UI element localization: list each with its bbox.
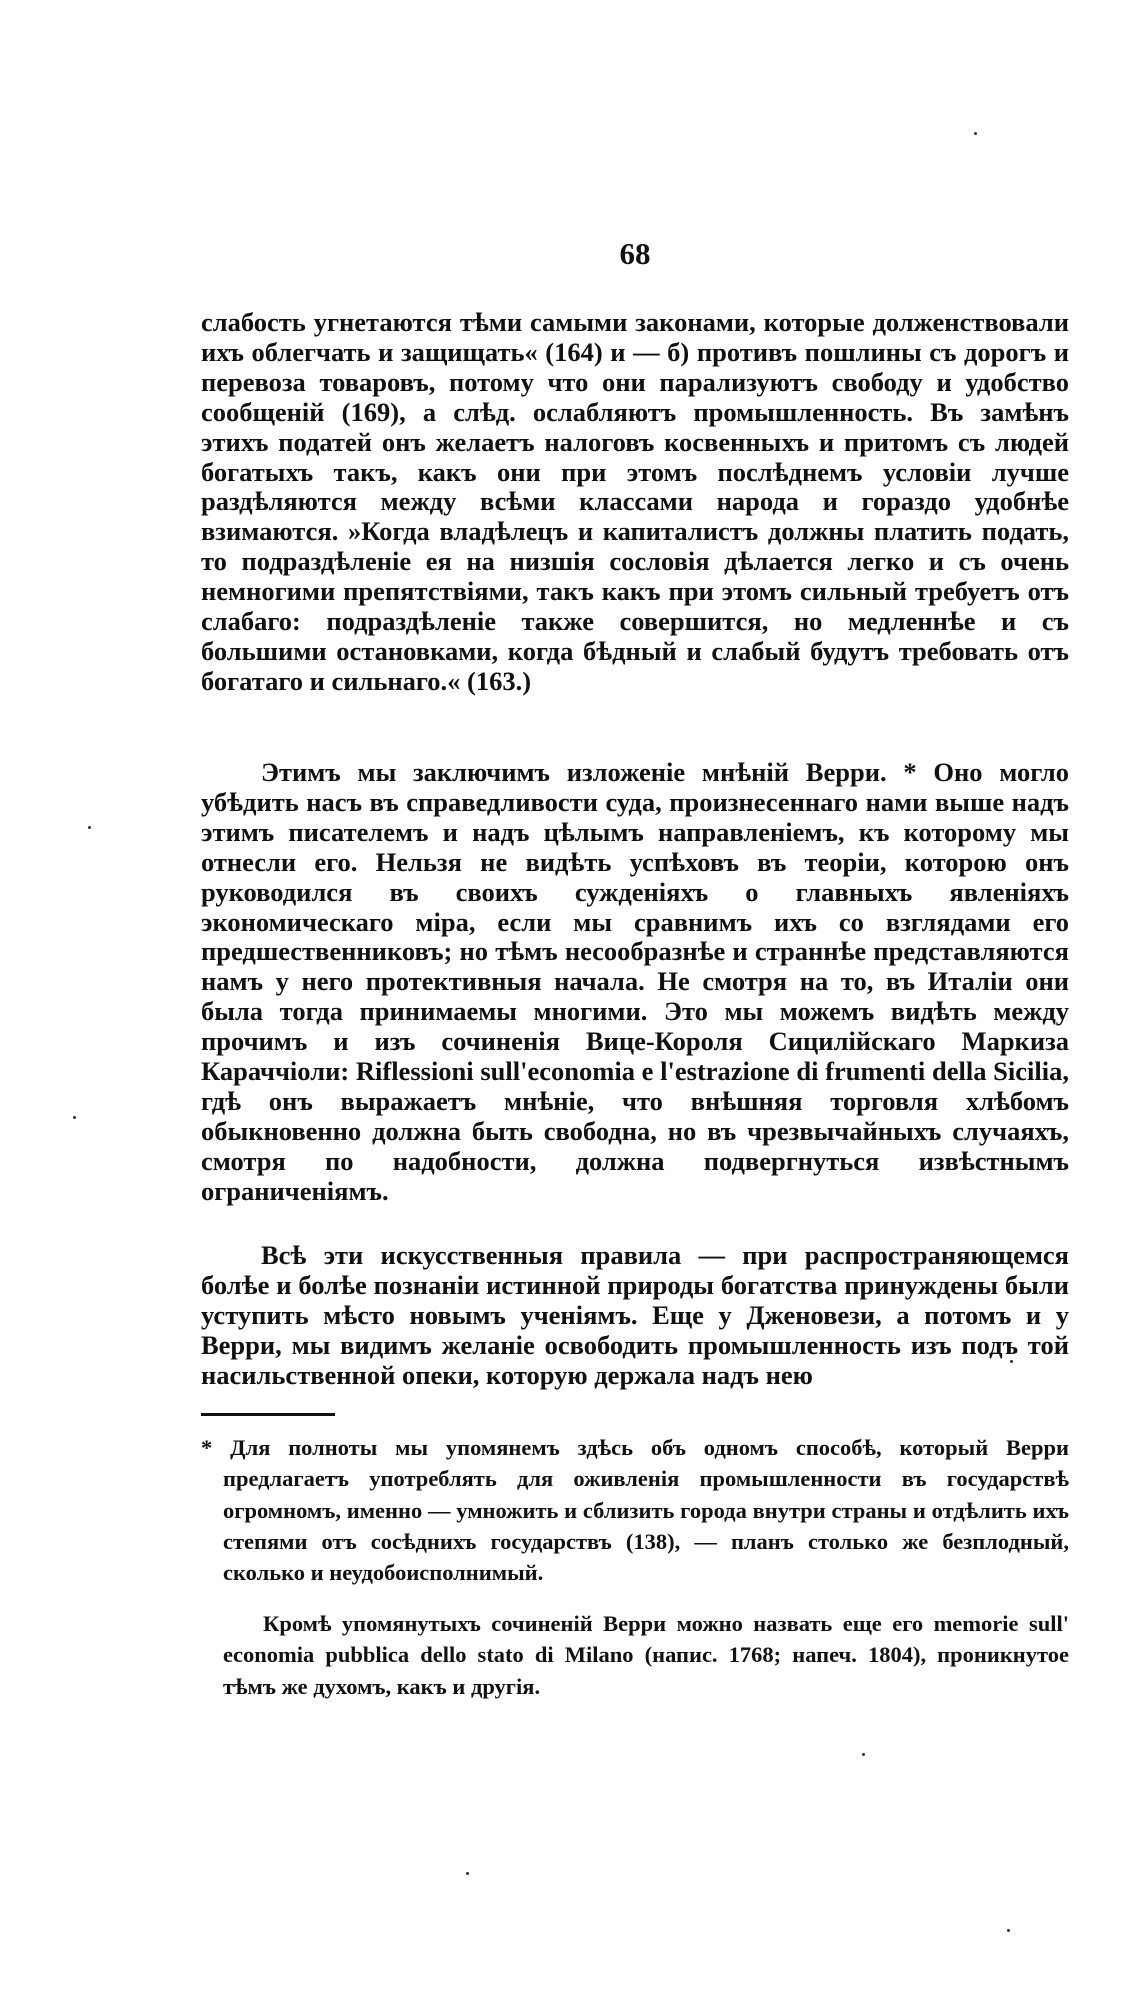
speck — [466, 1872, 469, 1875]
paragraph-3: Всѣ эти искусственныя правила — при распространяющемся болѣе и болѣе познаніи истинной природы богатства принуждены были уступить мѣсто новымъ ученіямъ. Еще у Дженовези, а потомъ и у Верри, мы видимъ желаніе освободить промышленность изъ подъ той насильственной опеки, которую держала надъ нею — [201, 1240, 1069, 1390]
paragraph-1: слабость угнетаются тѣми самыми законами, которые долженствовали ихъ облегчать и защищать« (164) и — б) противъ пошлины съ дорогъ и перевоза товаровъ, потому что они парализуютъ свободу и удобство сообщеній (169), а слѣд. ослабляютъ промышленность. Въ замѣнъ этихъ податей онъ желаетъ налоговъ косвенныхъ и притомъ съ людей богатыхъ такъ, какъ они при этомъ послѣднемъ условіи лучше раздѣляются между всѣми классами народа и гораздо удобнѣе взимаются. »Когда владѣлецъ и капиталистъ должны платить подать, то подраздѣленіе ея на низшія сословія дѣлается легко и съ очень немногими препятствіями, такъ какъ при этомъ сильный требуетъ отъ слабаго: подраздѣленіе также совершится, но медленнѣе и съ большими остановками, когда бѣдный и слабый будутъ требовать отъ богатаго и сильнаго.« (163.) — [201, 307, 1069, 696]
speck — [1010, 1360, 1013, 1363]
paragraph-2: Этимъ мы заключимъ изложеніе мнѣній Верри. * Оно могло убѣдить насъ въ справедливости суда, произнесеннаго нами выше надъ этимъ писателемъ и надъ цѣлымъ направленіемъ, къ которому мы отнесли его. Нельзя не видѣть успѣховъ въ теоріи, которою онъ руководился въ своихъ сужденіяхъ о главныхъ явленіяхъ экономическаго міра, если мы сравнимъ ихъ со взглядами его предшественниковъ; но тѣмъ несообразнѣе и страннѣе представляются намъ у него протективныя начала. Не смотря на то, въ Италіи они была тогда принимаемы многими. Это мы можемъ видѣть между прочимъ и изъ сочиненія Вице-Короля Сицилійскаго Маркиза Караччіоли: Riflessioni sull'economia e l'estrazione di frumenti della Sicilia, гдѣ онъ выражаетъ мнѣніе, что внѣшняя торговля хлѣбомъ обыкновенно должна быть свободна, но въ чрезвычайныхъ случаяхъ, смотря по надобности, должна подвергнуться извѣстнымъ ограниченіямъ. — [201, 757, 1069, 1206]
footnote-1: * Для полноты мы упомянемъ здѣсь объ одномъ способѣ, который Верри предлагаетъ употреблять для оживленія промышленности въ государствѣ огромномъ, именно — умножить и сблизить города внутри страны и отдѣлить ихъ степями отъ сосѣднихъ государствъ (138), — планъ столько же безплодный, сколько и неудобоисполнимый. — [201, 1435, 1069, 1586]
footnote-2: Кромѣ упомянутыхъ сочиненій Верри можно назвать еще его memorie sull' economia pubblica dello stato di Milano (напис. 1768; напеч. 1804), проникнутое тѣмъ же духомъ, какъ и другія. — [223, 1611, 1069, 1699]
page-number: 68 — [619, 236, 651, 271]
footnote-divider — [201, 1413, 335, 1416]
speck — [974, 132, 977, 135]
speck — [73, 1116, 76, 1119]
speck — [862, 1753, 865, 1756]
speck — [88, 826, 91, 829]
speck — [1007, 1929, 1010, 1932]
